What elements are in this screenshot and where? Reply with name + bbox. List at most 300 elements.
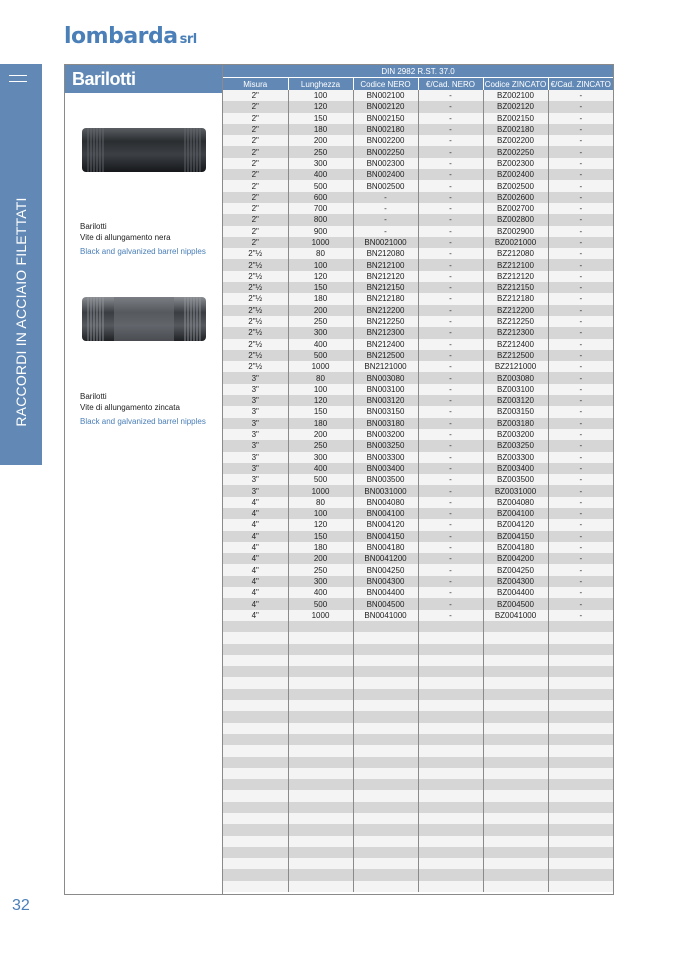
table-cell <box>548 836 613 847</box>
table-cell: BN212150 <box>353 282 418 293</box>
table-row-empty <box>223 723 613 734</box>
table-cell: 2"½ <box>223 305 288 316</box>
table-cell: - <box>418 384 483 395</box>
table-row-empty <box>223 847 613 858</box>
table-cell: 2"½ <box>223 271 288 282</box>
table-cell: BN212080 <box>353 248 418 259</box>
table-cell: 200 <box>288 553 353 564</box>
table-row-empty <box>223 689 613 700</box>
table-cell: BZ212300 <box>483 327 548 338</box>
black-barrel-nipple-image <box>80 124 208 176</box>
table-cell <box>548 858 613 869</box>
table-cell <box>418 881 483 892</box>
table-cell: - <box>418 113 483 124</box>
table-cell: - <box>353 192 418 203</box>
table-row <box>223 395 613 406</box>
table-cell <box>418 632 483 643</box>
table-cell: - <box>418 372 483 383</box>
table-cell: 250 <box>288 440 353 451</box>
table-row-empty <box>223 711 613 722</box>
table-cell: - <box>548 519 613 530</box>
table-row <box>223 146 613 157</box>
table-row <box>223 339 613 350</box>
table-cell <box>483 790 548 801</box>
table-cell <box>483 869 548 880</box>
table-cell: BZ003080 <box>483 372 548 383</box>
table-cell: - <box>548 158 613 169</box>
table-row <box>223 124 613 135</box>
table-cell <box>548 802 613 813</box>
table-cell: - <box>548 485 613 496</box>
side-tab <box>0 64 42 465</box>
table-cell <box>288 644 353 655</box>
table-cell: BZ003250 <box>483 440 548 451</box>
table-cell: 2" <box>223 90 288 101</box>
table-cell: 900 <box>288 226 353 237</box>
table-cell <box>548 621 613 632</box>
table-cell: - <box>548 305 613 316</box>
table-cell <box>223 836 288 847</box>
table-cell: 4" <box>223 497 288 508</box>
table-row <box>223 429 613 440</box>
table-cell: - <box>548 406 613 417</box>
table-cell: - <box>548 564 613 575</box>
table-cell: 80 <box>288 372 353 383</box>
table-row-empty <box>223 621 613 632</box>
table-row <box>223 101 613 112</box>
brand-logo <box>64 24 197 49</box>
table-cell: 2"½ <box>223 282 288 293</box>
table-cell <box>483 734 548 745</box>
table-cell: - <box>548 339 613 350</box>
table-cell: BZ002500 <box>483 180 548 191</box>
table-row-empty <box>223 790 613 801</box>
table-cell: BZ2121000 <box>483 361 548 372</box>
table-cell: - <box>548 135 613 146</box>
table-cell: - <box>418 271 483 282</box>
table-cell: 300 <box>288 327 353 338</box>
table-cell: BN004100 <box>353 508 418 519</box>
table-cell: - <box>418 440 483 451</box>
table-row <box>223 135 613 146</box>
table-cell <box>353 734 418 745</box>
table-row <box>223 564 613 575</box>
table-cell: - <box>548 192 613 203</box>
table-cell: BN002400 <box>353 169 418 180</box>
table-cell <box>223 734 288 745</box>
table-cell: 2"½ <box>223 293 288 304</box>
table-cell: - <box>418 497 483 508</box>
table-cell: 2" <box>223 101 288 112</box>
table-cell: 250 <box>288 146 353 157</box>
table-cell: BZ003100 <box>483 384 548 395</box>
table-row <box>223 519 613 530</box>
table-row <box>223 192 613 203</box>
table-cell: 180 <box>288 418 353 429</box>
table-cell: 4" <box>223 519 288 530</box>
table-cell: 3" <box>223 440 288 451</box>
table-cell <box>288 757 353 768</box>
table-cell <box>223 711 288 722</box>
table-cell <box>418 700 483 711</box>
table-row <box>223 406 613 417</box>
table-row <box>223 463 613 474</box>
table-row <box>223 587 613 598</box>
col-header: Misura <box>223 78 288 91</box>
table-row <box>223 316 613 327</box>
table-cell: BN004400 <box>353 587 418 598</box>
table-row <box>223 361 613 372</box>
table-cell: - <box>548 587 613 598</box>
table-cell: - <box>418 542 483 553</box>
table-cell: - <box>548 237 613 248</box>
table-cell: 400 <box>288 169 353 180</box>
table-cell: BN004500 <box>353 598 418 609</box>
table-cell: - <box>548 169 613 180</box>
table-cell: - <box>353 203 418 214</box>
table-cell: - <box>418 305 483 316</box>
table-cell <box>223 689 288 700</box>
table-cell: - <box>418 327 483 338</box>
table-cell <box>483 757 548 768</box>
table-cell: 250 <box>288 564 353 575</box>
table-row-empty <box>223 858 613 869</box>
table-cell: 2" <box>223 113 288 124</box>
table-cell: 3" <box>223 372 288 383</box>
table-cell: BN002100 <box>353 90 418 101</box>
table-cell: - <box>548 542 613 553</box>
table-cell <box>483 666 548 677</box>
table-cell: 200 <box>288 135 353 146</box>
table-cell: BN212300 <box>353 327 418 338</box>
table-cell: BZ003300 <box>483 452 548 463</box>
table-cell <box>223 802 288 813</box>
table-row <box>223 350 613 361</box>
table-cell <box>418 813 483 824</box>
table-row <box>223 90 613 101</box>
table-row <box>223 610 613 621</box>
table-cell: - <box>418 203 483 214</box>
table-cell: - <box>548 474 613 485</box>
table-cell: - <box>548 113 613 124</box>
table-cell <box>353 621 418 632</box>
table-row-empty <box>223 734 613 745</box>
table-cell: BZ0021000 <box>483 237 548 248</box>
table-row <box>223 282 613 293</box>
table-cell <box>353 790 418 801</box>
table-cell: - <box>418 519 483 530</box>
table-cell: - <box>418 485 483 496</box>
table-cell <box>483 836 548 847</box>
table-cell: - <box>548 271 613 282</box>
table-cell <box>548 734 613 745</box>
table-cell: - <box>548 146 613 157</box>
table-cell: - <box>418 226 483 237</box>
table-cell <box>223 858 288 869</box>
product-black <box>80 124 208 257</box>
table-cell <box>483 802 548 813</box>
table-cell: - <box>418 146 483 157</box>
table-cell <box>483 824 548 835</box>
table-cell: BN004250 <box>353 564 418 575</box>
table-cell: 4" <box>223 587 288 598</box>
table-cell: BN212180 <box>353 293 418 304</box>
table-cell: 2"½ <box>223 350 288 361</box>
table-cell: 120 <box>288 271 353 282</box>
table-cell <box>288 677 353 688</box>
table-cell <box>483 711 548 722</box>
table-cell <box>548 847 613 858</box>
table-cell <box>548 757 613 768</box>
table-cell: BZ002600 <box>483 192 548 203</box>
table-cell: BZ003200 <box>483 429 548 440</box>
side-tab-label: RACCORDI IN ACCIAIO FILETTATI <box>13 197 29 427</box>
col-header: Codice ZINCATO <box>484 79 547 89</box>
table-row-empty <box>223 824 613 835</box>
table-row-empty <box>223 768 613 779</box>
table-cell <box>418 621 483 632</box>
table-cell: - <box>418 214 483 225</box>
table-cell <box>548 813 613 824</box>
table-row <box>223 474 613 485</box>
table-row <box>223 497 613 508</box>
table-cell: 2" <box>223 124 288 135</box>
table-cell: BZ212150 <box>483 282 548 293</box>
table-cell: BN003080 <box>353 372 418 383</box>
table-cell: BZ004500 <box>483 598 548 609</box>
table-cell: - <box>548 598 613 609</box>
col-header: €/Cad. NERO <box>418 78 483 91</box>
table-cell <box>483 768 548 779</box>
table-cell: - <box>548 293 613 304</box>
table-cell: - <box>548 248 613 259</box>
table-cell <box>483 655 548 666</box>
table-cell: - <box>418 248 483 259</box>
table-cell <box>223 655 288 666</box>
table-cell: BZ004100 <box>483 508 548 519</box>
table-cell: - <box>548 372 613 383</box>
table-cell: - <box>418 463 483 474</box>
table-cell: BZ212080 <box>483 248 548 259</box>
table-cell: - <box>418 293 483 304</box>
table-cell: - <box>548 610 613 621</box>
table-cell <box>353 666 418 677</box>
table-cell: BN003180 <box>353 418 418 429</box>
table-cell: 2" <box>223 192 288 203</box>
table-cell <box>353 757 418 768</box>
table-cell: 3" <box>223 406 288 417</box>
table-cell: 700 <box>288 203 353 214</box>
table-cell: BZ004300 <box>483 576 548 587</box>
table-cell: BZ212200 <box>483 305 548 316</box>
table-cell: 2" <box>223 237 288 248</box>
table-cell <box>548 723 613 734</box>
table-cell: 4" <box>223 531 288 542</box>
table-cell <box>418 723 483 734</box>
table-cell: - <box>418 553 483 564</box>
table-cell <box>418 745 483 756</box>
table-cell <box>353 711 418 722</box>
table-cell <box>548 790 613 801</box>
table-cell: BZ004120 <box>483 519 548 530</box>
table-cell: 4" <box>223 610 288 621</box>
table-cell <box>353 723 418 734</box>
table-cell: - <box>548 327 613 338</box>
table-cell <box>223 813 288 824</box>
table-cell <box>353 836 418 847</box>
table-row <box>223 598 613 609</box>
table-cell <box>288 745 353 756</box>
product-desc-it: Vite di allungamento zincata <box>80 403 180 412</box>
product-desc-en: Black and galvanized barrel nipples <box>80 247 206 256</box>
table-cell: BN003150 <box>353 406 418 417</box>
table-cell: - <box>548 124 613 135</box>
table-cell: BZ212250 <box>483 316 548 327</box>
table-cell <box>288 655 353 666</box>
table-cell <box>418 836 483 847</box>
table-cell <box>223 644 288 655</box>
table-cell: 100 <box>288 384 353 395</box>
table-cell: 150 <box>288 113 353 124</box>
table-cell: BN002180 <box>353 124 418 135</box>
table-cell: - <box>548 101 613 112</box>
table-cell <box>353 802 418 813</box>
table-cell: 180 <box>288 293 353 304</box>
product-galvanized <box>80 293 208 427</box>
table-cell <box>223 723 288 734</box>
table-cell: 250 <box>288 316 353 327</box>
table-cell <box>483 632 548 643</box>
table-cell <box>288 802 353 813</box>
table-cell: 3" <box>223 452 288 463</box>
table-cell <box>223 757 288 768</box>
table-cell: - <box>548 282 613 293</box>
table-cell <box>483 644 548 655</box>
table-row <box>223 180 613 191</box>
table-cell: 2" <box>223 169 288 180</box>
table-cell <box>288 824 353 835</box>
table-row <box>223 542 613 553</box>
table-cell: BZ002120 <box>483 101 548 112</box>
table-row <box>223 531 613 542</box>
section-header <box>65 65 222 93</box>
table-cell: 100 <box>288 508 353 519</box>
table-cell: - <box>418 418 483 429</box>
table-cell <box>288 790 353 801</box>
table-cell: - <box>418 564 483 575</box>
table-cell: 3" <box>223 384 288 395</box>
table-cell <box>548 677 613 688</box>
table-cell: 3" <box>223 429 288 440</box>
table-cell: - <box>418 361 483 372</box>
table-cell: BZ002250 <box>483 146 548 157</box>
table-cell: 200 <box>288 429 353 440</box>
table-cell: BZ003120 <box>483 395 548 406</box>
table-cell: - <box>548 463 613 474</box>
table-cell: 150 <box>288 406 353 417</box>
table-row-empty <box>223 779 613 790</box>
table-cell: 120 <box>288 101 353 112</box>
table-cell: 3" <box>223 485 288 496</box>
table-cell: - <box>548 384 613 395</box>
table-cell <box>483 689 548 700</box>
table-cell: - <box>418 531 483 542</box>
table-cell: - <box>418 237 483 248</box>
table-cell: BN003200 <box>353 429 418 440</box>
table-cell <box>353 824 418 835</box>
table-cell <box>483 700 548 711</box>
table-cell: 400 <box>288 463 353 474</box>
table-cell: BZ212120 <box>483 271 548 282</box>
table-cell: - <box>548 452 613 463</box>
table-row <box>223 440 613 451</box>
table-cell: BN003400 <box>353 463 418 474</box>
table-row-empty <box>223 836 613 847</box>
table-row-empty <box>223 644 613 655</box>
table-cell: BZ002700 <box>483 203 548 214</box>
table-row <box>223 226 613 237</box>
table-row <box>223 248 613 259</box>
table-cell: BN212120 <box>353 271 418 282</box>
table-cell <box>548 869 613 880</box>
product-desc-it: Vite di allungamento nera <box>80 233 171 242</box>
table-cell: BN003500 <box>353 474 418 485</box>
table-cell: - <box>353 226 418 237</box>
table-cell: BZ004180 <box>483 542 548 553</box>
table-cell <box>223 677 288 688</box>
table-cell: BN004080 <box>353 497 418 508</box>
table-cell <box>288 768 353 779</box>
table-row <box>223 169 613 180</box>
table-row <box>223 214 613 225</box>
table-cell: - <box>418 169 483 180</box>
product-desc-en: Black and galvanized barrel nipples <box>80 417 206 426</box>
table-cell: BZ004200 <box>483 553 548 564</box>
table-cell: BZ212100 <box>483 259 548 270</box>
table-cell: - <box>418 101 483 112</box>
table-cell <box>288 700 353 711</box>
table-cell <box>288 869 353 880</box>
table-cell: 2" <box>223 226 288 237</box>
table-row-empty <box>223 677 613 688</box>
table-cell <box>483 779 548 790</box>
table-cell <box>483 847 548 858</box>
table-cell: BN002200 <box>353 135 418 146</box>
table-cell: 2" <box>223 135 288 146</box>
table-cell: BZ002900 <box>483 226 548 237</box>
table-row <box>223 452 613 463</box>
table-cell: BZ002800 <box>483 214 548 225</box>
table-cell: BN004180 <box>353 542 418 553</box>
table-cell: 2" <box>223 214 288 225</box>
table-cell <box>548 881 613 892</box>
table-row <box>223 485 613 496</box>
table-cell <box>418 757 483 768</box>
table-cell: 180 <box>288 124 353 135</box>
table-cell: - <box>418 395 483 406</box>
table-cell <box>288 847 353 858</box>
table-cell: - <box>418 316 483 327</box>
table-cell <box>483 858 548 869</box>
table-cell: 3" <box>223 474 288 485</box>
table-row <box>223 237 613 248</box>
table-cell: 3" <box>223 395 288 406</box>
table-cell: 4" <box>223 598 288 609</box>
table-cell: 4" <box>223 553 288 564</box>
table-cell <box>353 768 418 779</box>
table-cell <box>288 858 353 869</box>
table-cell: BN004300 <box>353 576 418 587</box>
